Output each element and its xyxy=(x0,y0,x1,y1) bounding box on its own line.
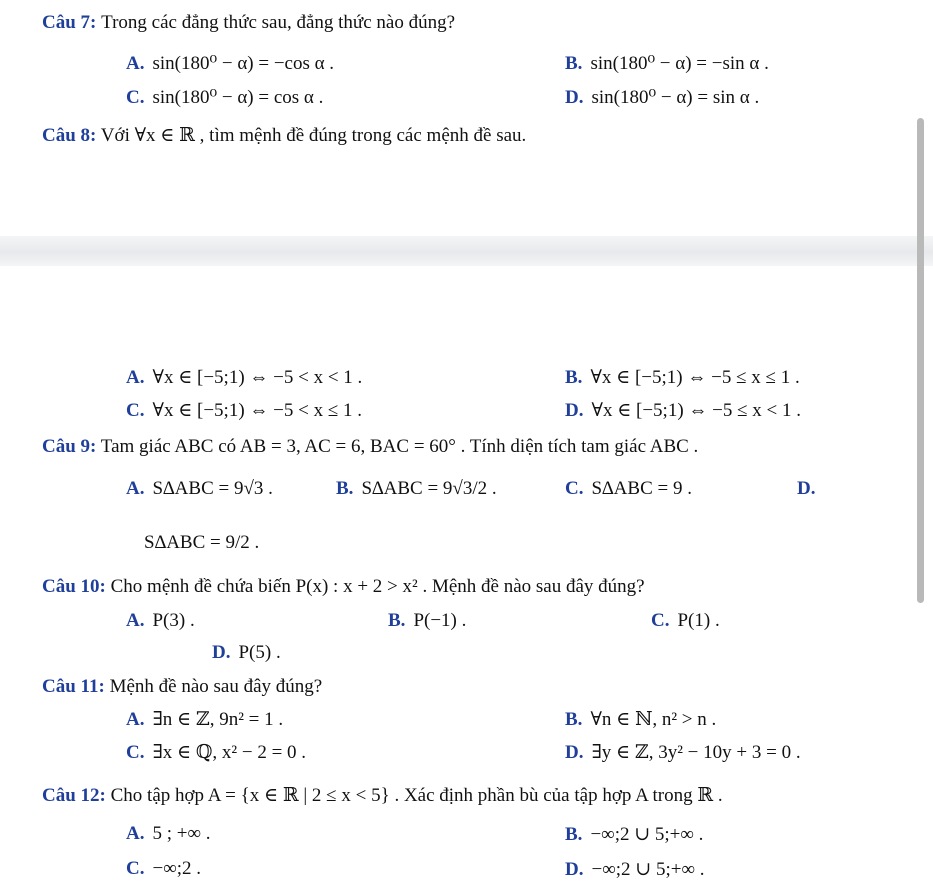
q8-option-c[interactable] xyxy=(126,399,362,422)
q10-option-d[interactable] xyxy=(212,642,281,664)
q12-option-d-text: −∞;2 ∪ 5;+∞ . xyxy=(591,859,705,880)
question-12-text: Cho tập hợp A = {x ∈ ℝ | 2 ≤ x < 5} . Xác định phần bù của tập hợp A trong ℝ . xyxy=(110,785,723,806)
question-7-number: Câu 7: xyxy=(42,12,97,33)
q11-option-b-label: B. xyxy=(565,709,583,730)
question-11-stem xyxy=(42,676,322,698)
question-7-stem xyxy=(42,12,455,34)
q12-option-a-text: 5 ; +∞ . xyxy=(152,823,211,844)
q10-option-c[interactable] xyxy=(651,610,720,632)
q9-option-c-label: C. xyxy=(565,478,584,499)
q9-option-a-label: A. xyxy=(126,478,145,499)
q8-option-d-text: ∀x ∈ [−5;1) ⇔ −5 ≤ x < 1 . xyxy=(591,400,802,421)
q9-option-d-label: D. xyxy=(797,478,816,499)
q7-option-a-text: sin(180⁰ − α) = −cos α . xyxy=(152,53,335,74)
q12-option-a-label: A. xyxy=(126,823,145,844)
q10-option-d-label: D. xyxy=(212,642,231,663)
q11-option-a[interactable] xyxy=(126,708,283,731)
question-12-number: Câu 12: xyxy=(42,785,106,806)
q10-option-b-label: B. xyxy=(388,610,406,631)
q9-option-a-text: S∆ABC = 9√3 . xyxy=(152,478,273,499)
q11-option-d-label: D. xyxy=(565,742,584,763)
q7-option-c-text: sin(180⁰ − α) = cos α . xyxy=(152,87,324,108)
question-8-number: Câu 8: xyxy=(42,125,97,146)
q10-option-a[interactable] xyxy=(126,610,195,632)
q12-option-c-label: C. xyxy=(126,858,145,879)
question-9-number: Câu 9: xyxy=(42,436,97,457)
q11-option-d[interactable] xyxy=(565,741,801,764)
q7-option-b[interactable] xyxy=(565,52,769,75)
q11-option-c-label: C. xyxy=(126,742,145,763)
q8-option-c-text: ∀x ∈ [−5;1) ⇔ −5 < x ≤ 1 . xyxy=(152,400,363,421)
q11-option-a-label: A. xyxy=(126,709,145,730)
q9-option-c-text: S∆ABC = 9 . xyxy=(591,478,692,499)
question-10-number: Câu 10: xyxy=(42,576,106,597)
question-12-stem xyxy=(42,784,723,807)
q8-option-d-label: D. xyxy=(565,400,584,421)
question-9-stem xyxy=(42,436,698,458)
question-8-text: Với ∀x ∈ ℝ , tìm mệnh đề đúng trong các mệnh đề sau. xyxy=(100,125,527,146)
question-10-stem xyxy=(42,576,645,598)
q9-option-c[interactable] xyxy=(565,478,692,500)
q11-option-d-text: ∃y ∈ ℤ, 3y² − 10y + 3 = 0 . xyxy=(591,742,801,763)
q8-option-a[interactable] xyxy=(126,366,362,389)
q9-option-b-text: S∆ABC = 9√3/2 . xyxy=(361,478,497,499)
question-7-text: Trong các đẳng thức sau, đẳng thức nào đúng? xyxy=(101,12,456,33)
q8-option-c-label: C. xyxy=(126,400,145,421)
question-10-text: Cho mệnh đề chứa biến P(x) : x + 2 > x² . Mệnh đề nào sau đây đúng? xyxy=(110,576,645,597)
q8-option-b[interactable] xyxy=(565,366,800,389)
page-gap-divider xyxy=(0,236,933,266)
q9-option-b[interactable] xyxy=(336,478,497,500)
q9-option-d-label-line[interactable] xyxy=(797,478,823,500)
q7-option-a-label: A. xyxy=(126,53,145,74)
q8-option-b-text: ∀x ∈ [−5;1) ⇔ −5 ≤ x ≤ 1 . xyxy=(590,367,800,388)
q10-option-c-label: C. xyxy=(651,610,670,631)
q7-option-d-text: sin(180⁰ − α) = sin α . xyxy=(591,87,760,108)
q11-option-b[interactable] xyxy=(565,708,716,731)
q7-option-b-text: sin(180⁰ − α) = −sin α . xyxy=(590,53,769,74)
q12-option-c-text: −∞;2 . xyxy=(152,858,202,879)
q9-option-a[interactable] xyxy=(126,478,273,500)
q9-option-b-label: B. xyxy=(336,478,354,499)
q7-option-c[interactable] xyxy=(126,86,323,109)
q11-option-b-text: ∀n ∈ ℕ, n² > n . xyxy=(590,709,717,730)
q10-option-d-text: P(5) . xyxy=(238,642,281,663)
q12-option-a[interactable] xyxy=(126,823,211,845)
q7-option-d-label: D. xyxy=(565,87,584,108)
q11-option-a-text: ∃n ∈ ℤ, 9n² = 1 . xyxy=(152,709,284,730)
q7-option-b-label: B. xyxy=(565,53,583,74)
q12-option-d[interactable] xyxy=(565,858,704,881)
q12-option-c[interactable] xyxy=(126,858,201,880)
q9-option-d-text: S∆ABC = 9/2 . xyxy=(144,532,260,553)
q8-option-a-label: A. xyxy=(126,367,145,388)
scrollbar-thumb[interactable] xyxy=(917,118,924,603)
q10-option-b[interactable] xyxy=(388,610,466,632)
q7-option-a[interactable] xyxy=(126,52,334,75)
q12-option-b[interactable] xyxy=(565,823,703,846)
q11-option-c-text: ∃x ∈ ℚ, x² − 2 = 0 . xyxy=(152,742,307,763)
question-11-number: Câu 11: xyxy=(42,676,105,697)
q10-option-a-text: P(3) . xyxy=(152,610,195,631)
q10-option-a-label: A. xyxy=(126,610,145,631)
q12-option-d-label: D. xyxy=(565,859,584,880)
question-9-text: Tam giác ABC có AB = 3, AC = 6, BAC = 60° . Tính diện tích tam giác ABC . xyxy=(100,436,699,457)
q12-option-b-label: B. xyxy=(565,824,583,845)
q11-option-c[interactable] xyxy=(126,741,306,764)
q7-option-d[interactable] xyxy=(565,86,759,109)
q10-option-c-text: P(1) . xyxy=(677,610,720,631)
question-11-text: Mệnh đề nào sau đây đúng? xyxy=(109,676,323,697)
q8-option-a-text: ∀x ∈ [−5;1) ⇔ −5 < x < 1 . xyxy=(152,367,363,388)
q9-option-d[interactable] xyxy=(144,532,259,554)
q12-option-b-text: −∞;2 ∪ 5;+∞ . xyxy=(590,824,704,845)
question-8-stem xyxy=(42,124,526,147)
q10-option-b-text: P(−1) . xyxy=(413,610,467,631)
q8-option-b-label: B. xyxy=(565,367,583,388)
q8-option-d[interactable] xyxy=(565,399,801,422)
q7-option-c-label: C. xyxy=(126,87,145,108)
